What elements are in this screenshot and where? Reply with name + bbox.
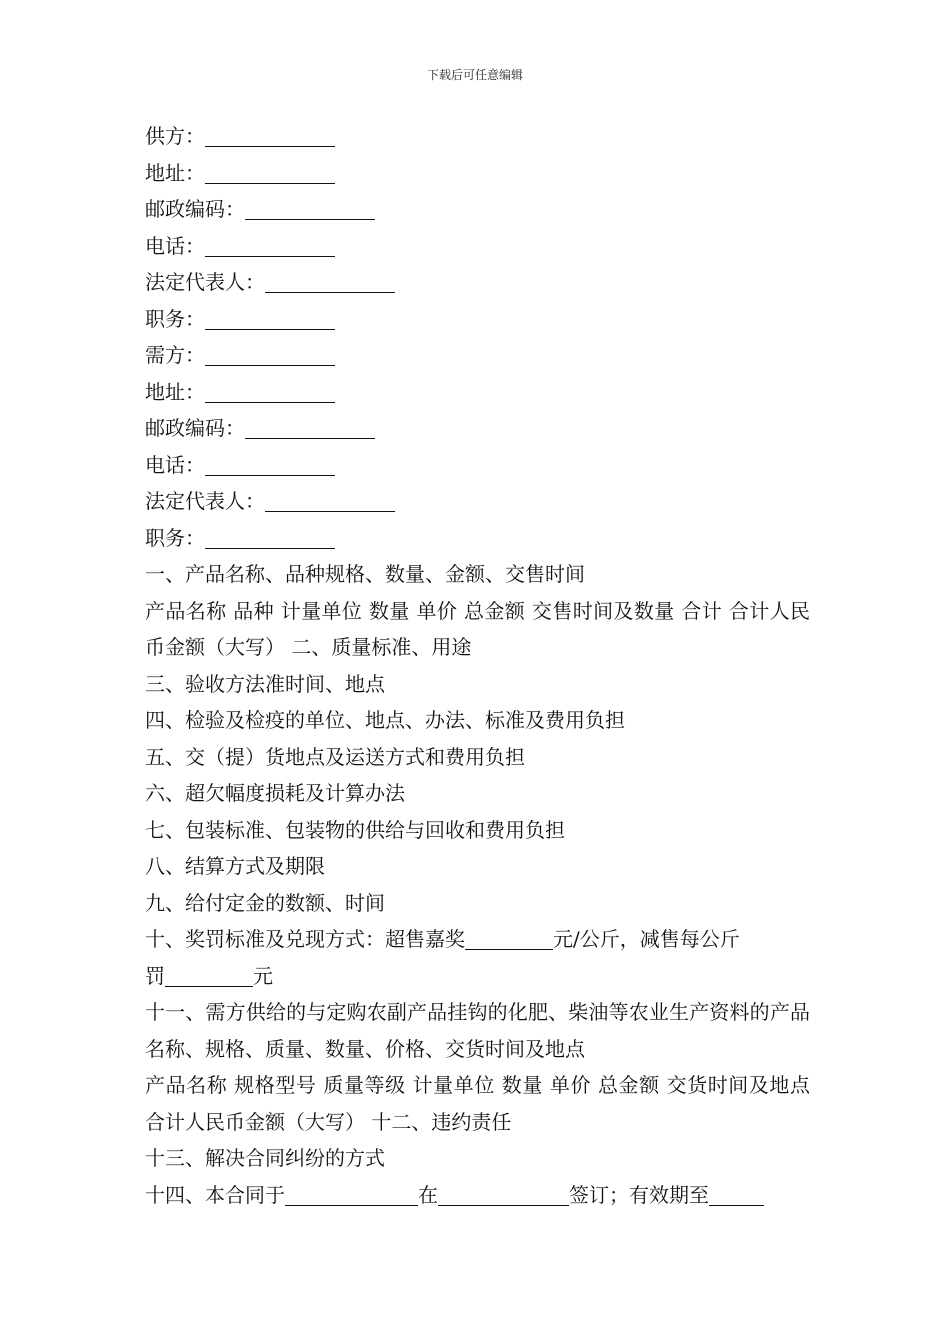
section-10-text-c: 罚 (145, 963, 165, 988)
buyer-phone-label: 电话： (145, 452, 205, 477)
buyer-rep-blank (265, 489, 395, 512)
section-8-heading: 八、结算方式及期限 (145, 854, 325, 878)
section-7-heading: 七、包装标准、包装物的供给与回收和费用负担 (145, 817, 565, 842)
section-14-line (145, 1177, 810, 1214)
buyer-position-blank (205, 526, 335, 549)
section-14-text-a: 十四、本合同于 (145, 1182, 285, 1207)
section-11-heading: 十一、需方供给的与定购农副产品挂钩的化肥、柴油等农业生产资料的产品名称、规格、质量、数量、价格、交货时间及地点 (145, 1000, 810, 1061)
supplier-rep-line (145, 264, 810, 301)
buyer-phone-line (145, 447, 810, 484)
supplier-position-label: 职务： (145, 306, 205, 331)
supplier-party-line (145, 118, 810, 155)
page-header: 下载后可任意编辑 (426, 68, 523, 82)
buyer-address-blank (205, 380, 335, 403)
valid-until-blank (709, 1183, 764, 1206)
supplier-phone-label: 电话： (145, 233, 205, 258)
buyer-address-line (145, 374, 810, 411)
section-10-text-d: 元 (253, 963, 273, 988)
buyer-postcode-label: 邮政编码： (145, 416, 245, 440)
buyer-postcode-line (145, 410, 810, 447)
supplier-position-blank (205, 307, 335, 330)
section-3-heading: 三、验收方法准时间、地点 (145, 671, 385, 696)
buyer-position-line (145, 520, 810, 557)
section-1-heading: 一、产品名称、品种规格、数量、金额、交售时间 (145, 562, 585, 586)
section-4-heading: 四、检验及检疫的单位、地点、办法、标准及费用负担 (145, 708, 625, 732)
supplier-rep-blank (265, 270, 395, 293)
section-10-line (145, 921, 810, 958)
section-5-heading: 五、交（提）货地点及运送方式和费用负担 (145, 744, 525, 769)
supplier-phone-line (145, 228, 810, 265)
sign-date-blank (285, 1183, 418, 1206)
buyer-party-blank (205, 343, 335, 366)
section-11-table-text: 产品名称 规格型号 质量等级 计量单位 数量 单价 总金额 交货时间及地点 合计人民币金额（大写） 十二、违约责任 (145, 1073, 810, 1134)
section-14-text-c: 签订；有效期至 (569, 1182, 709, 1207)
penalty-amount-blank (165, 964, 253, 987)
buyer-party-label: 需方： (145, 343, 205, 367)
supplier-address-blank (205, 161, 335, 184)
supplier-postcode-label: 邮政编码： (145, 197, 245, 221)
supplier-party-blank (205, 124, 335, 147)
supplier-party-label: 供方： (145, 124, 205, 148)
buyer-rep-line (145, 483, 810, 520)
section-10-line-2 (145, 958, 810, 995)
buyer-address-label: 地址： (145, 379, 205, 404)
section-1-table-text: 产品名称 品种 计量单位 数量 单价 总金额 交售时间及数量 合计 合计人民币金额（大写） 二、质量标准、用途 (145, 598, 810, 659)
supplier-rep-label: 法定代表人： (145, 270, 265, 294)
section-9-heading: 九、给付定金的数额、时间 (145, 890, 385, 915)
buyer-phone-blank (205, 453, 335, 476)
supplier-address-line (145, 155, 810, 192)
buyer-postcode-blank (245, 416, 375, 439)
section-13-heading: 十三、解决合同纠纷的方式 (145, 1146, 385, 1170)
section-10-text-b: 元/公斤，减售每公斤 (553, 927, 740, 951)
buyer-party-line (145, 337, 810, 374)
section-14-text-b: 在 (418, 1182, 438, 1207)
buyer-position-label: 职务： (145, 525, 205, 550)
section-10-text-a: 十、奖罚标准及兑现方式：超售嘉奖 (145, 927, 465, 951)
section-6-heading: 六、超欠幅度损耗及计算办法 (145, 781, 405, 805)
sign-place-blank (438, 1183, 569, 1206)
supplier-phone-blank (205, 234, 335, 257)
buyer-rep-label: 法定代表人： (145, 489, 265, 513)
supplier-postcode-line (145, 191, 810, 228)
contract-body (145, 118, 810, 1213)
supplier-postcode-blank (245, 197, 375, 220)
supplier-position-line (145, 301, 810, 338)
bonus-amount-blank (465, 927, 553, 950)
supplier-address-label: 地址： (145, 160, 205, 185)
